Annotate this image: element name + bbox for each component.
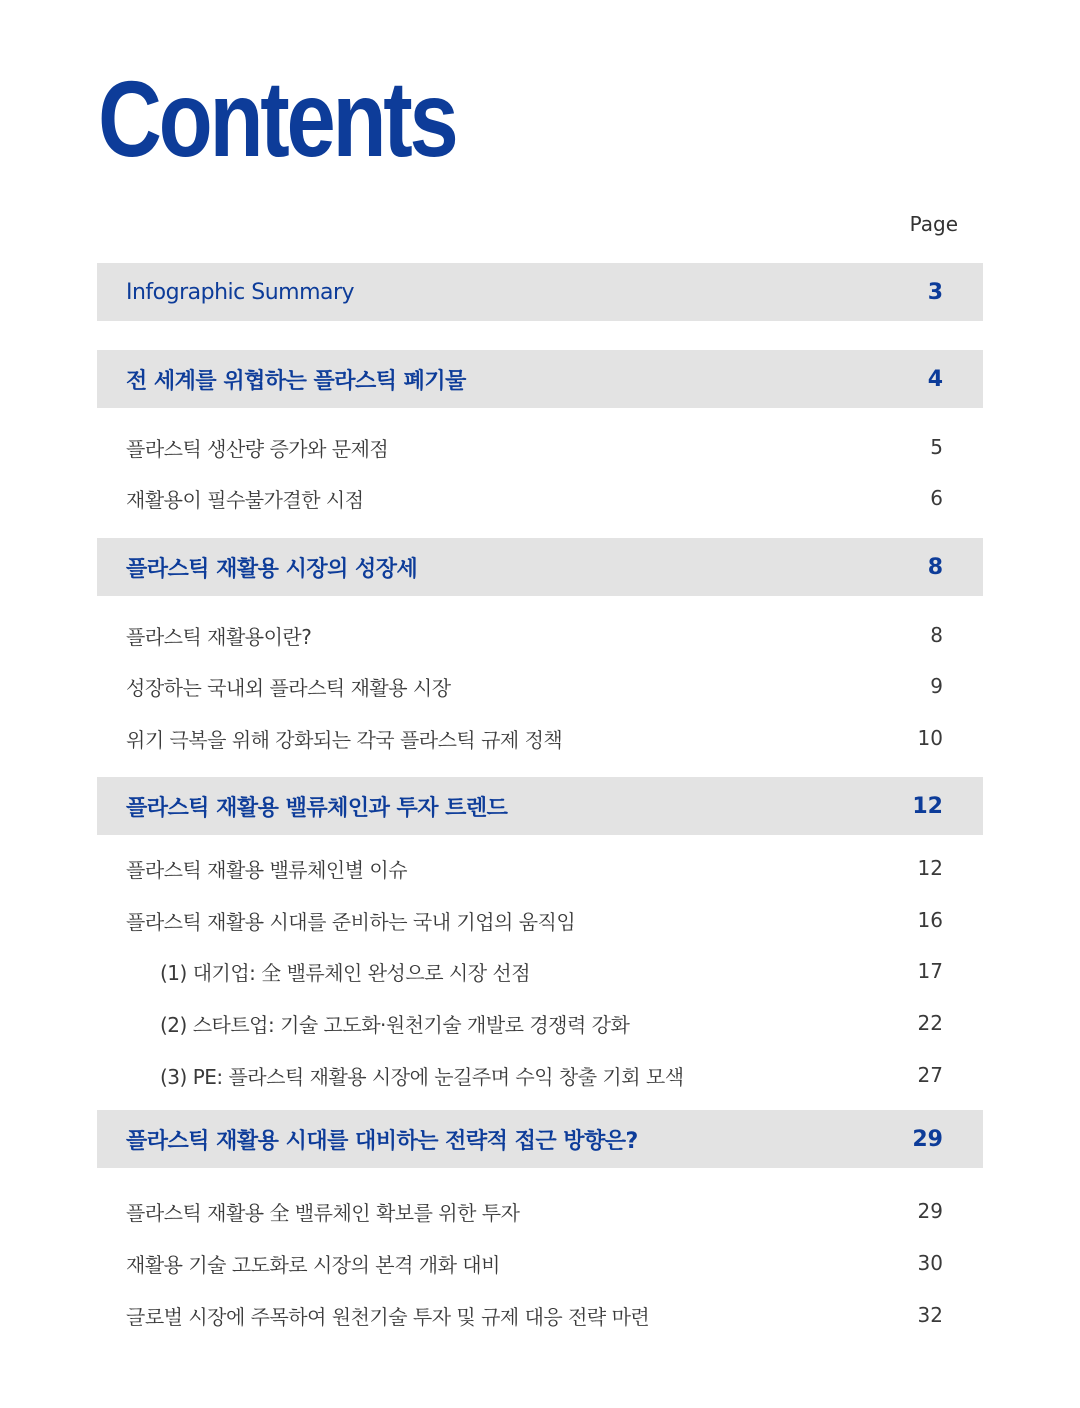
toc-section-infographic-summary[interactable] [97, 263, 983, 321]
toc-page-number: 27 [917, 1063, 943, 1087]
page-column-header: Page [909, 212, 958, 236]
toc-page-number: 17 [917, 959, 943, 983]
toc-section-market-growth[interactable] [97, 538, 983, 596]
toc-section-label: 전 세계를 위협하는 플라스틱 폐기물 [126, 368, 466, 394]
toc-item-label: 재활용 기술 고도화로 시장의 본격 개화 대비 [126, 1252, 500, 1277]
toc-page-number: 12 [912, 793, 943, 819]
toc-section-plastic-waste[interactable] [97, 350, 983, 408]
toc-item[interactable] [97, 718, 983, 758]
toc-page-number: 3 [927, 279, 943, 305]
toc-item[interactable] [97, 615, 983, 655]
toc-item-label: (3) PE: 플라스틱 재활용 시장에 눈길주며 수익 창출 기회 모색 [160, 1064, 684, 1089]
toc-page-number: 29 [912, 1126, 943, 1152]
toc-item-label: 플라스틱 생산량 증가와 문제점 [126, 436, 389, 461]
toc-page-number: 22 [917, 1011, 943, 1035]
toc-item[interactable] [97, 427, 983, 467]
toc-page-number: 12 [917, 856, 943, 880]
toc-item[interactable] [97, 848, 983, 888]
toc-item-label: (2) 스타트업: 기술 고도화·원천기술 개발로 경쟁력 강화 [160, 1012, 630, 1037]
toc-item[interactable] [97, 666, 983, 706]
toc-item[interactable] [97, 1191, 983, 1231]
toc-item-label: 플라스틱 재활용이란? [126, 624, 312, 649]
toc-section-label: 플라스틱 재활용 시장의 성장세 [126, 556, 418, 582]
toc-item-label: 플라스틱 재활용 밸류체인별 이슈 [126, 857, 408, 882]
toc-subitem[interactable] [97, 951, 983, 991]
toc-item[interactable] [97, 1243, 983, 1283]
toc-subitem[interactable] [97, 1003, 983, 1043]
toc-page-number: 10 [917, 726, 943, 750]
toc-page-number: 29 [917, 1199, 943, 1223]
toc-page-number: 30 [917, 1251, 943, 1275]
toc-section-value-chain[interactable] [97, 777, 983, 835]
toc-item-label: 위기 극복을 위해 강화되는 각국 플라스틱 규제 정책 [126, 727, 563, 752]
toc-page-number: 8 [927, 554, 943, 580]
toc-page-number: 32 [917, 1303, 943, 1327]
toc-item-label: 재활용이 필수불가결한 시점 [126, 487, 364, 512]
toc-page-number: 5 [930, 435, 943, 459]
toc-section-label: 플라스틱 재활용 밸류체인과 투자 트렌드 [126, 795, 508, 821]
toc-page-number: 16 [917, 908, 943, 932]
toc-page-number: 8 [930, 623, 943, 647]
toc-page-number: 9 [930, 674, 943, 698]
toc-section-strategy[interactable] [97, 1110, 983, 1168]
toc-item[interactable] [97, 478, 983, 518]
toc-section-label: Infographic Summary [126, 279, 355, 305]
toc-item-label: 성장하는 국내외 플라스틱 재활용 시장 [126, 675, 451, 700]
toc-item-label: 글로벌 시장에 주목하여 원천기술 투자 및 규제 대응 전략 마련 [126, 1304, 650, 1329]
toc-page-number: 6 [930, 486, 943, 510]
toc-item[interactable] [97, 900, 983, 940]
toc-section-label: 플라스틱 재활용 시대를 대비하는 전략적 접근 방향은? [126, 1128, 638, 1154]
toc-page-number: 4 [927, 366, 943, 392]
toc-item[interactable] [97, 1295, 983, 1335]
toc-item-label: (1) 대기업: 全 밸류체인 완성으로 시장 선점 [160, 960, 531, 985]
toc-item-label: 플라스틱 재활용 全 밸류체인 확보를 위한 투자 [126, 1200, 520, 1225]
page-title: Contents [98, 58, 456, 179]
toc-subitem[interactable] [97, 1055, 983, 1095]
toc-item-label: 플라스틱 재활용 시대를 준비하는 국내 기업의 움직임 [126, 909, 576, 934]
